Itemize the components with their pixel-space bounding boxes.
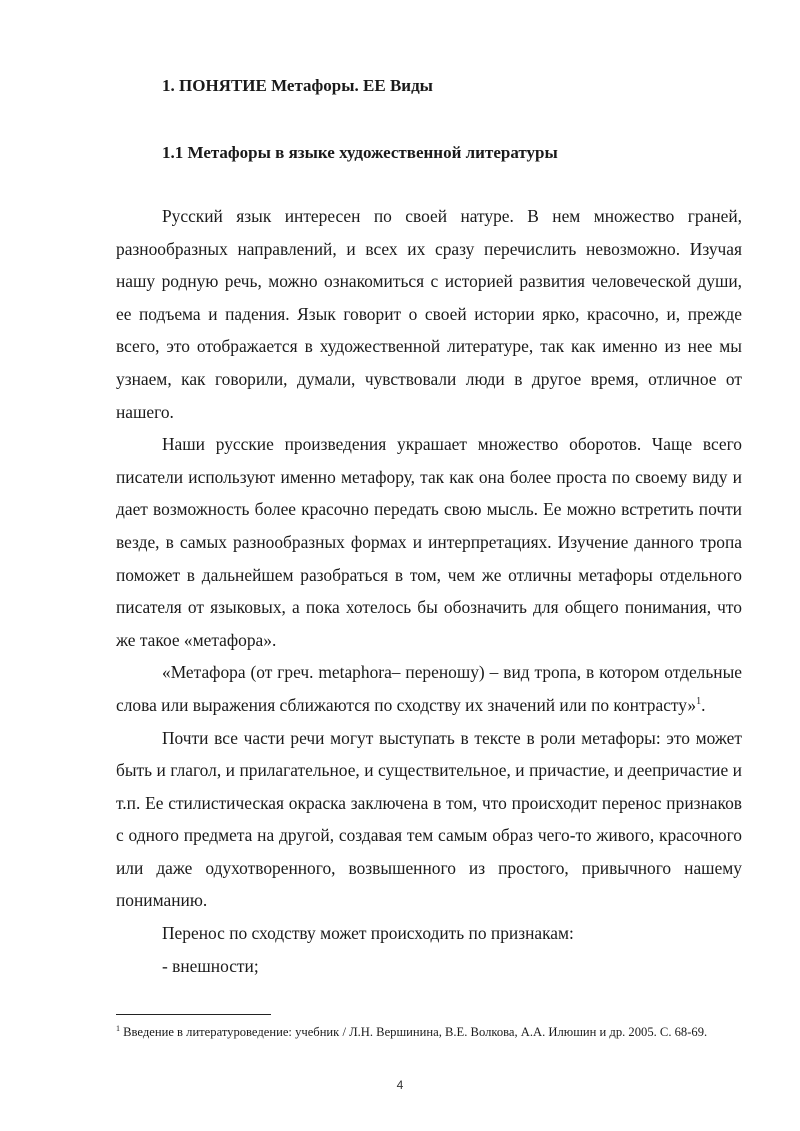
section-heading: 1.1 Метафоры в языке художественной литературы — [162, 143, 558, 162]
paragraph-2: Наши русские произведения украшает множество оборотов. Чаще всего писатели используют именно метафору, так как она более проста по своему виду и дает возможность более красочно передать свою мысль. Ее можно встретить почти везде, в самых разнообразных формах и интерпретациях. Изучение данного тропа поможет в дальнейшем разобраться в том, чем же отличны метафоры отдельного писателя от языковых, а пока хотелось бы обозначить для общего понимания, что же такое «метафора». — [116, 434, 742, 650]
paragraph-1: Русский язык интересен по своей натуре. В нем множество граней, разнообразных направлений, и всех их сразу перечислить невозможно. Изучая нашу родную речь, можно ознакомиться с историей развития человеческой души, ее подъема и падения. Язык говорит о своей истории ярко, красочно, и, прежде всего, это отображается в художественной литературе, так как именно из нее мы узнаем, как говорили, думали, чувствовали люди в другое время, отличное от нашего. — [116, 206, 742, 422]
paragraph-3 — [116, 656, 742, 721]
footnote — [116, 1020, 742, 1041]
paragraph-3-text: «Метафора (от греч. metaphora– переношу) – вид тропа, в котором отдельные слова или выражения сближаются по сходству их значений или по контрасту» — [116, 662, 742, 715]
body-text — [116, 200, 742, 982]
footnote-divider — [116, 1014, 271, 1015]
paragraph-3-tail: . — [701, 694, 706, 715]
paragraph-4: Почти все части речи могут выступать в тексте в роли метафоры: это может быть и глагол, и прилагательное, и существительное, и причастие, и деепричастие и т.п. Ее стилистическая окраска заключена в том, что происходит перенос признаков с одного предмета на другой, создавая тем самым образ чего-то живого, красочного или даже одухотворенного, возвышенного из простого, привычного нашему пониманию. — [116, 727, 742, 911]
paragraph-5: Перенос по сходству может происходить по признакам: — [162, 923, 574, 944]
footnote-reference[interactable]: 1 — [696, 696, 702, 708]
footnote-number: 1 — [116, 1024, 120, 1033]
chapter-heading: 1. ПОНЯТИЕ Метафоры. ЕЕ Виды — [162, 76, 433, 95]
footnote-text: Введение в литературоведение: учебник / Л.Н. Вершинина, В.Е. Волкова, А.А. Илюшин и др. 2005. С. 68-69. — [120, 1025, 708, 1040]
page-number: 4 — [396, 1078, 404, 1092]
list-item-appearance: - внешности; — [162, 955, 259, 976]
